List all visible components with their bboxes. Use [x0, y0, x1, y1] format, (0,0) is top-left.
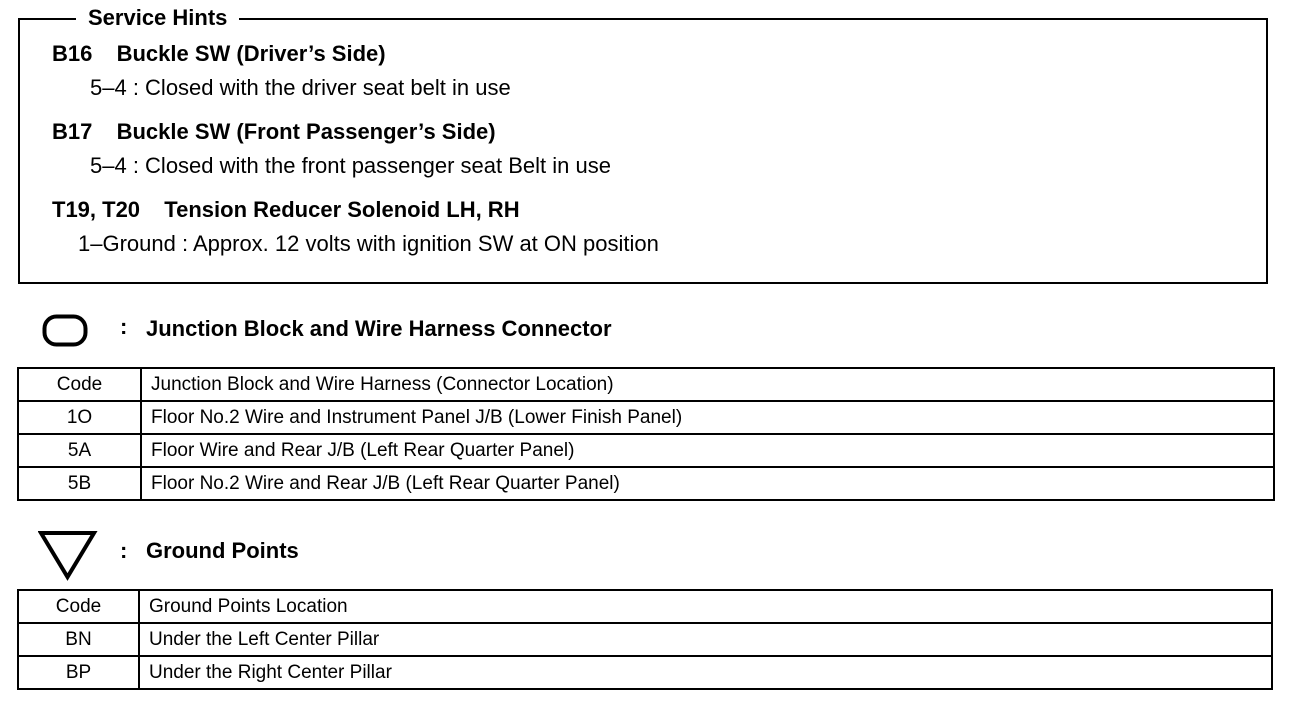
table-row: [18, 434, 1274, 467]
column-header-code: Code: [18, 368, 141, 401]
rounded-rectangle-icon: [42, 314, 90, 348]
hint-name: Buckle SW (Front Passenger’s Side): [116, 119, 496, 144]
ground-colon: :: [120, 538, 128, 563]
row-code: 1O: [18, 401, 141, 434]
table-header-row: [18, 590, 1272, 623]
row-code: BN: [18, 623, 139, 656]
hint-heading-b16: [52, 41, 386, 67]
column-header-desc: Junction Block and Wire Harness (Connector Location): [141, 368, 1274, 401]
row-code: 5B: [18, 467, 141, 500]
junction-table: [17, 367, 1275, 501]
row-desc: Floor Wire and Rear J/B (Left Rear Quarter Panel): [141, 434, 1274, 467]
service-hints-title: Service Hints: [76, 4, 239, 32]
hint-code: T19, T20: [52, 197, 141, 222]
table-row: [18, 656, 1272, 689]
down-triangle-icon: [38, 530, 98, 582]
hint-heading-b17: [52, 119, 496, 145]
junction-colon: :: [120, 314, 128, 339]
row-desc: Floor No.2 Wire and Instrument Panel J/B (Lower Finish Panel): [141, 401, 1274, 434]
table-row: [18, 467, 1274, 500]
hint-code: B16: [52, 41, 93, 66]
table-header-row: [18, 368, 1274, 401]
row-code: 5A: [18, 434, 141, 467]
ground-points-table: [17, 589, 1273, 690]
row-desc: Under the Left Center Pillar: [139, 623, 1272, 656]
hint-heading-t19-t20: [52, 197, 520, 223]
column-header-code: Code: [18, 590, 139, 623]
table-row: [18, 401, 1274, 434]
column-header-desc: Ground Points Location: [139, 590, 1272, 623]
row-code: BP: [18, 656, 139, 689]
junction-section-title: Junction Block and Wire Harness Connector: [146, 316, 612, 341]
hint-code: B17: [52, 119, 93, 144]
row-desc: Floor No.2 Wire and Rear J/B (Left Rear Quarter Panel): [141, 467, 1274, 500]
hint-name: Buckle SW (Driver’s Side): [116, 41, 386, 66]
hint-line-t19-t20: 1–Ground : Approx. 12 volts with ignition SW at ON position: [78, 231, 659, 256]
row-desc: Under the Right Center Pillar: [139, 656, 1272, 689]
hint-name: Tension Reducer Solenoid LH, RH: [164, 197, 520, 222]
hint-line-b16: 5–4 : Closed with the driver seat belt in use: [90, 75, 511, 100]
hint-line-b17: 5–4 : Closed with the front passenger seat Belt in use: [90, 153, 611, 178]
table-row: [18, 623, 1272, 656]
ground-section-title: Ground Points: [146, 538, 299, 563]
